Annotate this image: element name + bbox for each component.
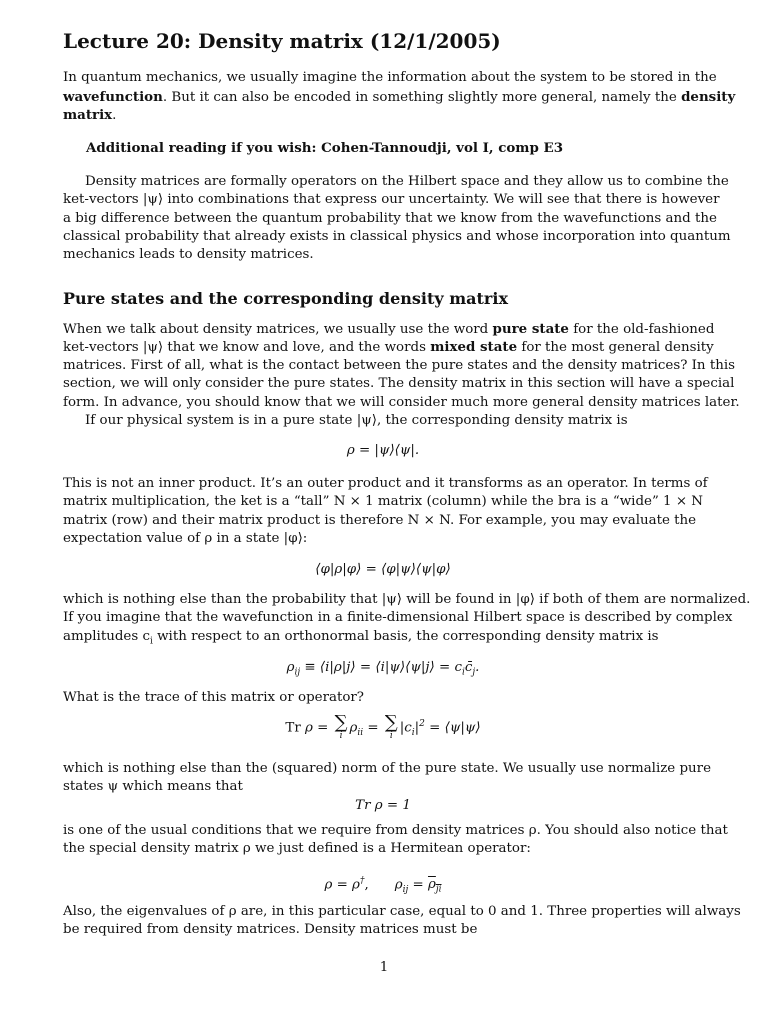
page-title: Lecture 20: Density matrix (12/1/2005)	[63, 29, 501, 53]
equation-hermitean: ρ = ρ†, $\rho_{ij} = \rho_{ji}$	[324, 876, 442, 896]
equation-expectation: ⟨φ|ρ|φ⟩ = ⟨φ|ψ⟩⟨ψ|φ⟩	[315, 562, 451, 577]
term-pure-state: pure state	[492, 321, 569, 337]
equation-trace: Tr ρ = ∑ i $\rho_{ii}$ = ∑ i $|c_i|^2$ = ⟨ψ|ψ⟩	[285, 712, 481, 741]
para4-line-3: matrix (row) and their matrix product is therefore N × N. For example, you may evaluate the	[63, 513, 697, 528]
term-matrix: matrix	[63, 107, 113, 123]
trace-question: What is the trace of this matrix or operator?	[63, 690, 364, 705]
intro-line-1: In quantum mechanics, we usually imagine the information about the system to be stored in the	[63, 70, 717, 85]
equation-trace-one: Tr ρ = 1	[355, 798, 411, 813]
page-number: 1	[379, 960, 389, 975]
para2-line-2: ket-vectors |ψ⟩ into combinations that express our uncertainty. We will see that there is however	[63, 192, 720, 207]
section-heading: Pure states and the corresponding density matrix	[63, 289, 508, 308]
para8-line-2: be required from density matrices. Density matrices must be	[63, 922, 478, 937]
para7-line-2: the special density matrix ρ we just defined is a Hermitean operator:	[63, 841, 531, 856]
para2-line-1: Density matrices are formally operators on the Hilbert space and they allow us to combine the	[85, 174, 729, 189]
para4-line-2: matrix multiplication, the ket is a “tall” N × 1 matrix (column) while the bra is a “wide” 1 × N	[63, 494, 704, 509]
term-mixed-state: mixed state	[430, 339, 518, 355]
sum-symbol-2: ∑ i	[384, 712, 398, 741]
term-density: density	[681, 89, 736, 105]
sum-symbol: ∑ i	[334, 712, 348, 741]
para5-line-1: which is nothing else than the probability that |ψ⟩ will be found in |φ⟩ if both of them are normalized.	[63, 592, 751, 607]
para3-line-6: If our physical system is in a pure state |ψ⟩, the corresponding density matrix is	[85, 413, 628, 428]
intro-line-2	[63, 88, 736, 108]
additional-reading: Additional reading if you wish: Cohen-Tannoudji, vol I, comp E3	[86, 140, 564, 156]
para2-line-4: classical probability that already exists in classical physics and whose incorporation into quantum	[63, 229, 731, 244]
para5-line-2: If you imagine that the wavefunction in a finite-dimensional Hilbert space is described by complex	[63, 610, 733, 625]
para3-line-1: When we talk about density matrices, we usually use the word pure state for the old-fashioned	[63, 321, 715, 337]
para3-line-2: ket-vectors |ψ⟩ that we know and love, and the words mixed state for the most general density	[63, 339, 714, 355]
para6-line-1: which is nothing else than the (squared) norm of the pure state. We usually use normalize pure	[63, 761, 712, 776]
para4-line-1: This is not an inner product. It’s an outer product and it transforms as an operator. In terms of	[63, 476, 708, 491]
para6-line-2: states ψ which means that	[63, 779, 243, 794]
term-wavefunction: wavefunction	[63, 89, 163, 105]
intro-line-3: matrix.	[63, 107, 117, 123]
complex-conjugate: $\rho_{ji}$	[427, 877, 442, 896]
para5-line-3: amplitudes $c_i$ with respect to an orthonormal basis, the corresponding density matrix is	[63, 629, 659, 647]
intro-line-2-text: . But it can also be encoded in something slightly more general, namely the	[162, 90, 682, 105]
equation-matrix-elements: $\rho_{ij}$ ≡ ⟨i|ρ|j⟩ = ⟨i|ψ⟩⟨ψ|j⟩ = $c_ic̄_j$.	[286, 660, 480, 678]
para4-line-4: expectation value of ρ in a state |φ⟩:	[63, 531, 308, 546]
para7-line-1: is one of the usual conditions that we require from density matrices ρ. You should also notice that	[63, 823, 728, 838]
para3-line-3: matrices. First of all, what is the contact between the pure states and the density matrices? In this	[63, 358, 735, 373]
para3-line-4: section, we will only consider the pure states. The density matrix in this section will have a special	[63, 376, 735, 391]
para3-line-5: form. In advance, you should know that we will consider much more general density matrices later.	[63, 395, 740, 410]
para2-line-5: mechanics leads to density matrices.	[63, 247, 314, 262]
para8-line-1: Also, the eigenvalues of ρ are, in this particular case, equal to 0 and 1. Three properties will always	[63, 904, 741, 919]
equation-density-pure: ρ = |ψ⟩⟨ψ|.	[346, 443, 420, 458]
para2-line-3: a big difference between the quantum probability that we know from the wavefunctions and the	[63, 211, 717, 226]
